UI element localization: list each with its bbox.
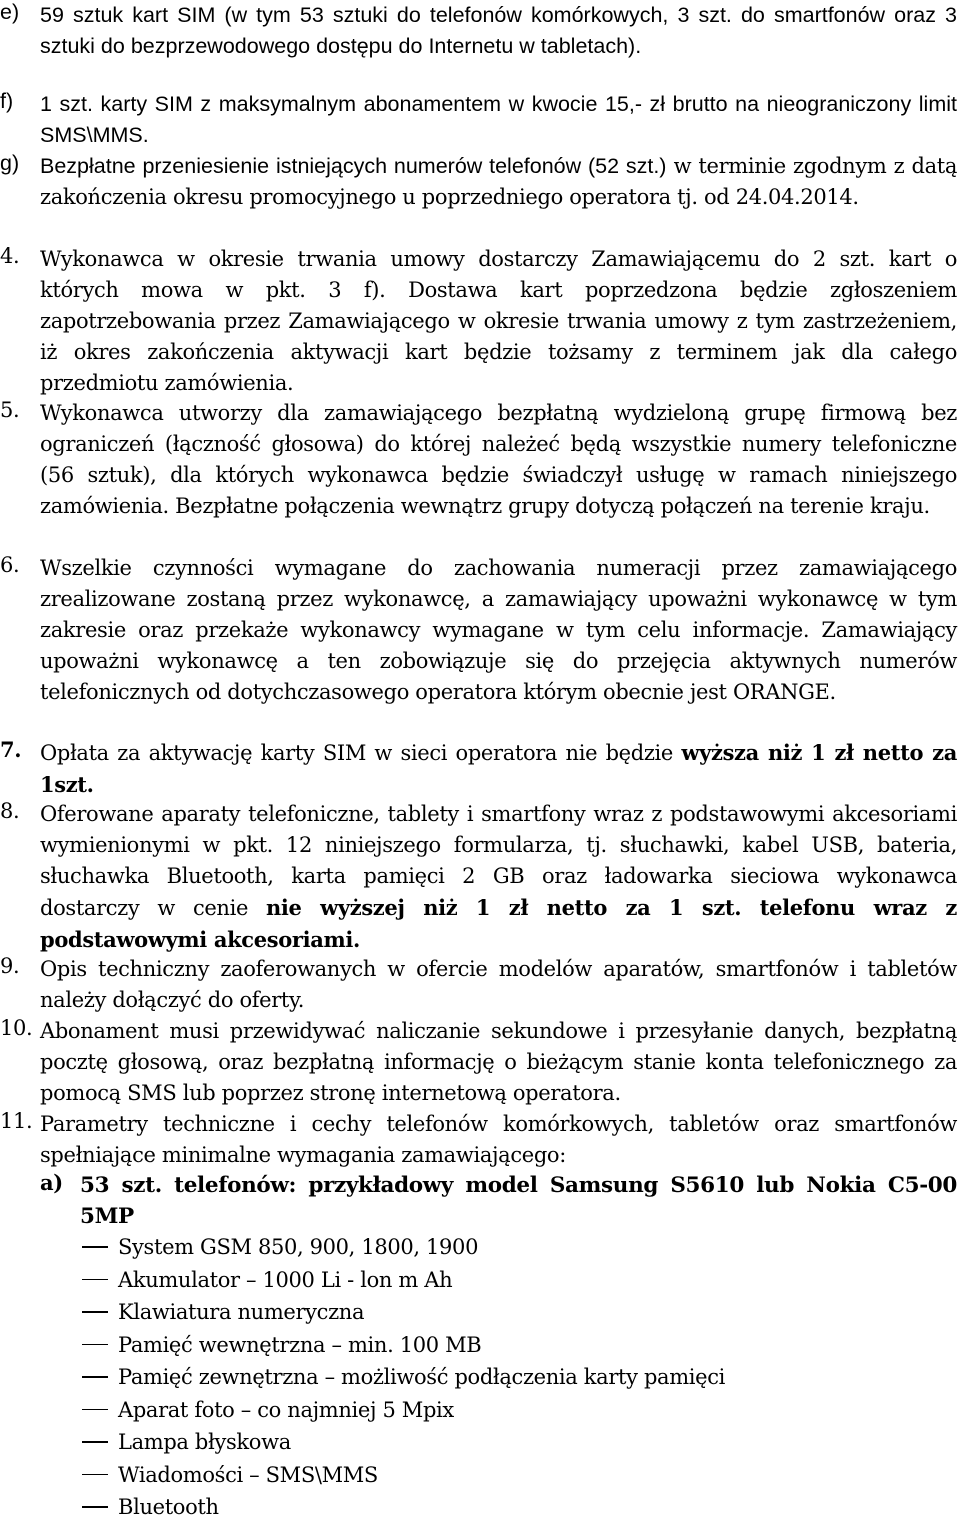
item-text: Parametry techniczne i cechy telefonów komórkowych, tabletów oraz smartfonów spełniające minimalne wymagania zamawiającego:	[40, 1112, 957, 1167]
spec-item: System GSM 850, 900, 1800, 1900	[82, 1231, 725, 1264]
list-item-8	[0, 799, 957, 956]
sub-item-text: 53 szt. telefonów: przykładowy model Samsung S5610 lub Nokia C5-00 5MP	[80, 1173, 957, 1229]
spec-item: Akumulator – 1000 Li - lon m Ah	[82, 1264, 725, 1297]
dash-bullet	[82, 1441, 108, 1443]
list-item-9	[0, 954, 957, 1016]
sub-item-label: a)	[40, 1170, 63, 1195]
dash-bullet	[82, 1376, 108, 1378]
item-text: Oferowane aparaty telefoniczne, tablety i smartfony wraz z podstawowymi akcesoriami wymienionymi w pkt. 12 niniejszego formularza, tj. słuchawki, kabel USB, bateria, słuchawka Bluetooth, karta pamięci 2 GB oraz ładowarka sieciowa wykonawca dostarczy w cenie nie wyższej niż 1 zł netto za 1 szt. telefonu wraz z podstawowymi akcesoriami.	[40, 802, 958, 952]
list-item-7	[0, 737, 957, 801]
item-text: Wszelkie czynności wymagane do zachowania numeracji przez zamawiającego zrealizowane zostaną przez wykonawcę, a zamawiający upoważni wykonawcę w tym zakresie oraz przekaże wykonawcy wymagane w tym celu informacje. Zamawiający upoważni wykonawcę a ten zobowiązuje się do przejęcia aktywnych numerów telefonicznych od dotychczasowego operatora którym obecnie jest ORANGE.	[40, 556, 957, 704]
item-text: Opłata za aktywację karty SIM w sieci operatora nie będzie wyższa niż 1 zł netto za 1szt.	[40, 740, 957, 797]
item-number: 10.	[0, 1016, 33, 1040]
item-number: 5.	[0, 398, 20, 422]
item-text: Wykonawca utworzy dla zamawiającego bezpłatną wydzieloną grupę firmową bez ograniczeń (łączność głosowa) do której należeć będą wszystkie numery telefoniczne (56 sztuk), dla których wykonawca będzie świadczył usługę w ramach niniejszego zamówienia. Bezpłatne połączenia wewnątrz grupy dotyczą połączeń na terenie kraju.	[40, 401, 957, 518]
item-text: Wykonawca w okresie trwania umowy dostarczy Zamawiającemu do 2 szt. kart o których mowa w pkt. 3 f). Dostawa kart poprzedzona będzie zgłoszeniem zapotrzebowania przez Zamawiającego w okresie trwania umowy z tym zastrzeżeniem, iż okres zakończenia aktywacji kart będzie tożsamy z terminem jak dla całego przedmiotu zamówienia.	[40, 247, 957, 395]
sub-item-a	[40, 1170, 957, 1232]
item-number: f)	[0, 89, 14, 113]
item-text: Opis techniczny zaoferowanych w ofercie modelów aparatów, smartfonów i tabletów należy dołączyć do oferty.	[40, 957, 957, 1012]
dash-bullet	[82, 1344, 108, 1346]
item-number: 11.	[0, 1109, 33, 1133]
list-item-6	[0, 553, 957, 708]
dash-bullet	[82, 1474, 108, 1476]
spec-item: Pamięć wewnętrzna – min. 100 MB	[82, 1329, 725, 1362]
list-item-11	[0, 1109, 957, 1171]
spec-list	[82, 1231, 725, 1524]
item-number: 7.	[0, 737, 22, 762]
spec-item: Aparat foto – co najmniej 5 Mpix	[82, 1394, 725, 1427]
dash-bullet	[82, 1246, 108, 1248]
list-item-e	[0, 0, 957, 62]
spec-item: Klawiatura numeryczna	[82, 1296, 725, 1329]
list-item-4	[0, 244, 957, 399]
dash-bullet	[82, 1506, 108, 1508]
spec-item: Bluetooth	[82, 1491, 725, 1524]
list-item-f	[0, 89, 957, 151]
item-number: e)	[0, 0, 20, 24]
dash-bullet	[82, 1311, 108, 1313]
item-text: 1 szt. karty SIM z maksymalnym abonamentem w kwocie 15,- zł brutto na nieograniczony limit SMS\MMS.	[40, 92, 957, 147]
item-number: 6.	[0, 553, 20, 577]
item-number: 9.	[0, 954, 20, 978]
spec-item: Lampa błyskowa	[82, 1426, 725, 1459]
item-number: 4.	[0, 244, 20, 268]
item-text: 59 sztuk kart SIM (w tym 53 sztuki do telefonów komórkowych, 3 szt. do smartfonów oraz 3 sztuki do bezprzewodowego dostępu do Internetu w tabletach).	[40, 3, 957, 58]
item-number: g)	[0, 151, 20, 175]
item-number: 8.	[0, 799, 20, 823]
list-item-g	[0, 151, 957, 213]
item-text: Bezpłatne przeniesienie istniejących numerów telefonów (52 szt.) w terminie zgodnym z datą zakończenia okresu promocyjnego u poprzedniego operatora tj. od 24.04.2014.	[40, 154, 957, 209]
dash-bullet	[82, 1409, 108, 1411]
dash-bullet	[82, 1279, 108, 1281]
list-item-5	[0, 398, 957, 522]
item-text: Abonament musi przewidywać naliczanie sekundowe i przesyłanie danych, bezpłatną pocztę głosową, oraz bezpłatną informację o bieżącym stanie konta telefonicznego za pomocą SMS lub poprzez stronę internetową operatora.	[40, 1019, 957, 1105]
spec-item: Wiadomości – SMS\MMS	[82, 1459, 725, 1492]
list-item-10	[0, 1016, 957, 1109]
spec-item: Pamięć zewnętrzna – możliwość podłączenia karty pamięci	[82, 1361, 725, 1394]
